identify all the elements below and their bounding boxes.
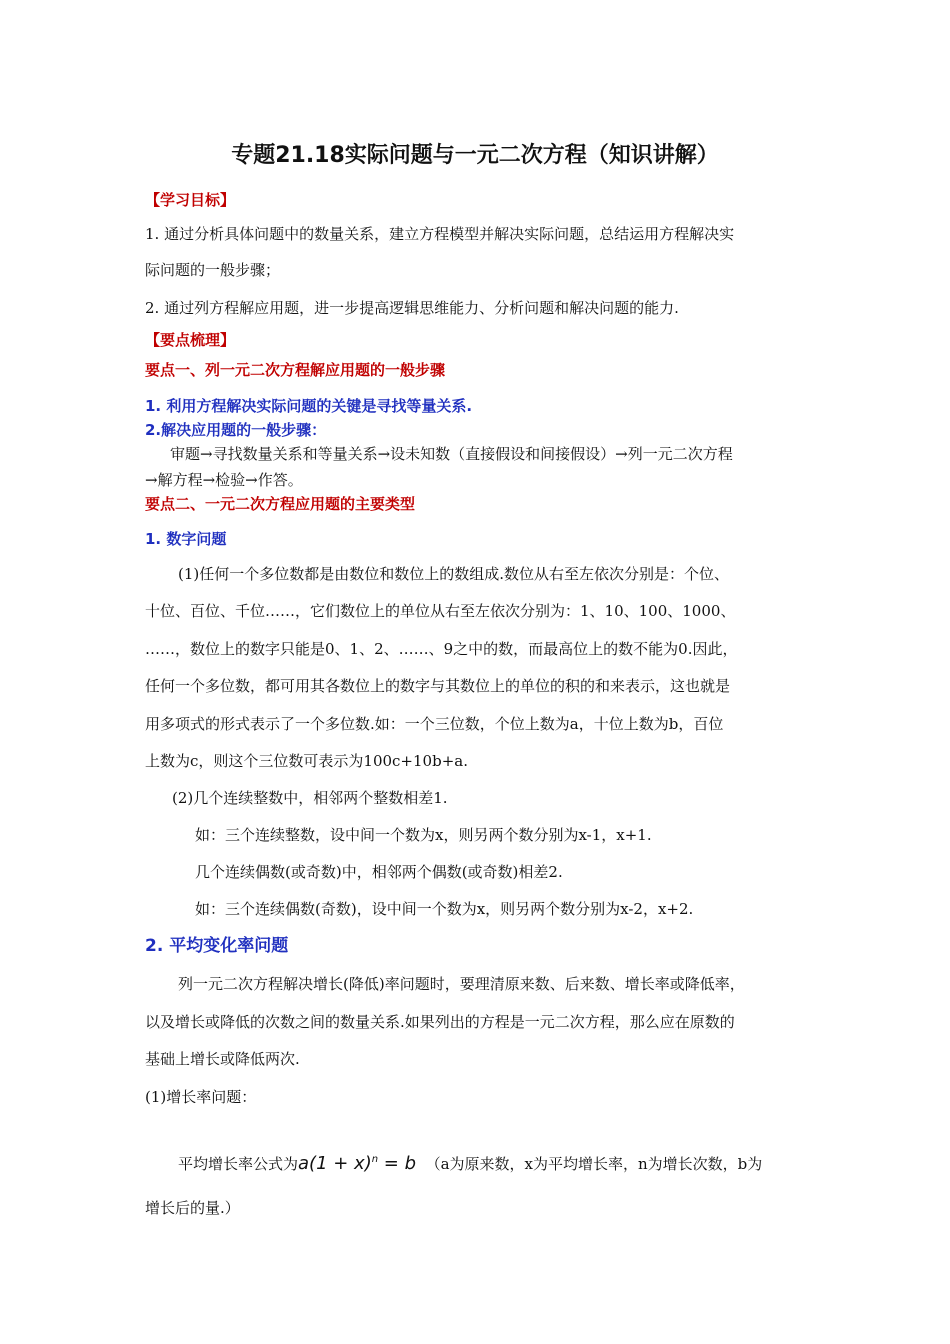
growth-rate-heading: (1)增长率问题： xyxy=(145,1088,257,1106)
number-p2-example-2: 几个连续偶数(或奇数)中，相邻两个偶数(或奇数)相差2. xyxy=(195,863,563,881)
formula-rhs: = b xyxy=(378,1153,417,1174)
growth-formula xyxy=(298,1153,416,1174)
rate-intro-line-3: 基础上增长或降低两次. xyxy=(145,1050,300,1068)
number-p1-line-6: 上数为c，则这个三位数可表示为100c+10b+a. xyxy=(145,752,468,770)
number-p2-example-1: 如：三个连续整数，设中间一个数为x，则另两个数分别为x-1，x+1. xyxy=(195,826,652,844)
number-p2-example-3: 如：三个连续偶数(奇数)，设中间一个数为x，则另两个数分别为x-2，x+2. xyxy=(195,900,694,918)
number-p2: (2)几个连续整数中，相邻两个整数相差1. xyxy=(172,789,448,807)
key-points-heading: 【要点梳理】 xyxy=(145,331,236,349)
goal-1-line-2: 际问题的一般步骤； xyxy=(145,261,281,279)
formula-note: （a为原来数，x为平均增长率，n为增长次数，b为 xyxy=(425,1155,763,1173)
number-p1-line-1: (1)任何一个多位数都是由数位和数位上的数组成.数位从右至左依次分别是：个位、 xyxy=(178,565,730,583)
number-p1-line-4: 任何一个多位数，都可用其各数位上的数字与其数位上的单位的积的和来表示，这也就是 xyxy=(145,677,731,695)
document-title: 专题21.18实际问题与一元二次方程（知识讲解） xyxy=(231,143,719,168)
growth-formula-line xyxy=(178,1148,762,1176)
number-problem-heading: 1. 数字问题 xyxy=(145,530,227,548)
goal-1-line-1: 1. 通过分析具体问题中的数量关系，建立方程模型并解决实际问题，总结运用方程解决实 xyxy=(145,225,735,243)
point-1-heading: 要点一、列一元二次方程解应用题的一般步骤 xyxy=(145,361,446,379)
formula-exponent: n xyxy=(371,1154,379,1165)
point-1-sub-1: 1. 利用方程解决实际问题的关键是寻找等量关系. xyxy=(145,397,473,415)
rate-problem-heading: 2. 平均变化率问题 xyxy=(145,936,289,956)
formula-note-line-2: 增长后的量.） xyxy=(145,1199,240,1217)
point-1-sub-2: 2.解决应用题的一般步骤： xyxy=(145,421,327,439)
learning-goals-heading: 【学习目标】 xyxy=(145,191,236,209)
steps-line-1: 审题→寻找数量关系和等量关系→设未知数（直接假设和间接假设）→列一元二次方程 xyxy=(170,445,733,463)
rate-intro-line-2: 以及增长或降低的次数之间的数量关系.如果列出的方程是一元二次方程，那么应在原数的 xyxy=(145,1013,735,1031)
point-2-heading: 要点二、一元二次方程应用题的主要类型 xyxy=(145,495,416,513)
formula-base: a(1 + x) xyxy=(298,1153,372,1174)
number-p1-line-2: 十位、百位、千位……，它们数位上的单位从右至左依次分别为：1、10、100、1000、 xyxy=(145,602,736,620)
number-p1-line-5: 用多项式的形式表示了一个多位数.如：一个三位数，个位上数为a，十位上数为b，百位 xyxy=(145,715,724,733)
goal-2: 2. 通过列方程解应用题，进一步提高逻辑思维能力、分析问题和解决问题的能力. xyxy=(145,299,679,317)
rate-intro-line-1: 列一元二次方程解决增长(降低)率问题时，要理清原来数、后来数、增长率或降低率， xyxy=(178,975,745,993)
formula-prefix: 平均增长率公式为 xyxy=(178,1155,299,1173)
steps-line-2: →解方程→检验→作答。 xyxy=(145,471,303,489)
number-p1-line-3: ……，数位上的数字只能是0、1、2、……、9之中的数，而最高位上的数不能为0.因此， xyxy=(145,640,738,658)
